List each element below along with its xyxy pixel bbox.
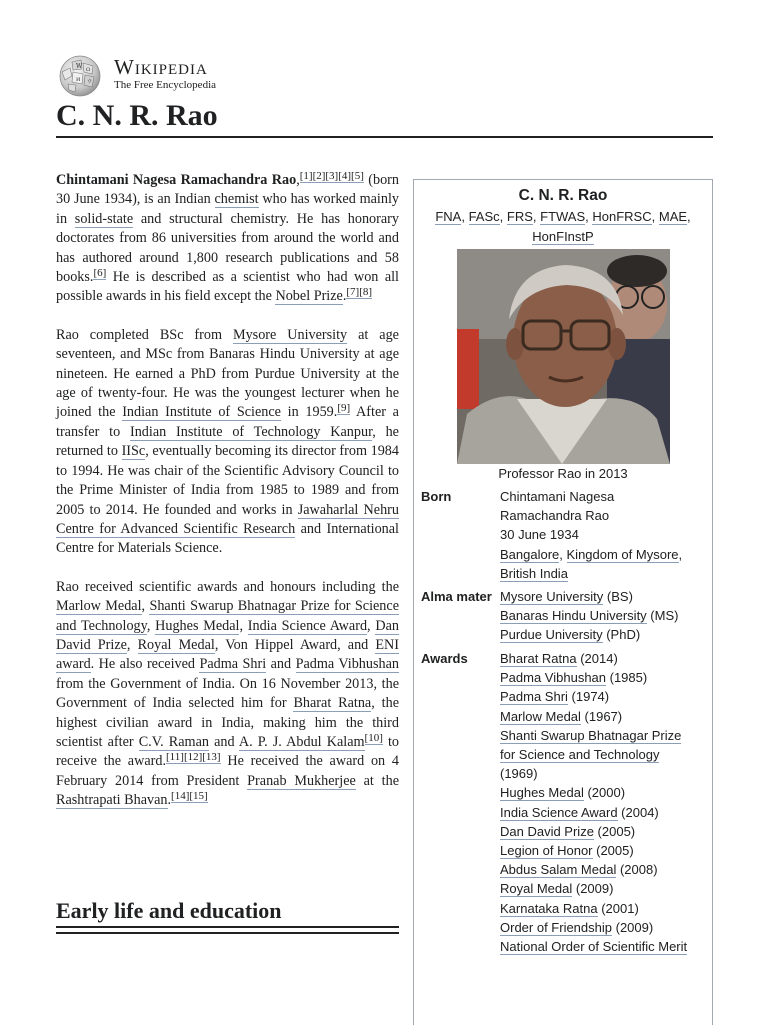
citation-link[interactable]: [13] xyxy=(202,751,221,764)
citation-link[interactable]: [2] xyxy=(312,170,326,182)
link-rashtrapati-bhavan[interactable]: Rashtrapati Bhavan xyxy=(56,792,168,809)
citation-link[interactable]: [4] xyxy=(338,170,352,182)
link-padma-vibhushan[interactable]: Padma Vibhushan xyxy=(295,656,399,673)
svg-text:ウ: ウ xyxy=(87,79,93,85)
infobox-value-line: Order of Friendship (2009) xyxy=(500,919,654,935)
infobox-value-line: Padma Shri (1974) xyxy=(500,689,610,705)
citation-link[interactable]: [7] xyxy=(346,286,360,299)
link-british-india[interactable]: British India xyxy=(500,565,568,581)
article-body xyxy=(56,171,399,811)
link-india-science-award[interactable]: India Science Award xyxy=(247,617,368,634)
link-padma-shri[interactable]: Padma Shri xyxy=(500,689,568,705)
infobox-value-line: Purdue University (PhD) xyxy=(500,627,641,643)
infobox-value-line: Abdus Salam Medal (2008) xyxy=(500,862,658,878)
citation-group xyxy=(300,170,364,183)
infobox-value-line: Ramachandra Rao xyxy=(500,508,610,524)
link-for-science-and-technology[interactable]: for Science and Technology xyxy=(500,747,660,763)
section-divider xyxy=(56,926,399,934)
citation-link[interactable]: [1] xyxy=(299,170,313,182)
link-bangalore[interactable]: Bangalore xyxy=(500,546,560,562)
infobox-value-line xyxy=(500,745,706,764)
infobox-value-line: Legion of Honor (2005) xyxy=(500,843,634,859)
bold-subject-name: Chintamani Nagesa Ramachandra Rao xyxy=(56,172,297,188)
link-dan-david-prize[interactable]: Dan David Prize xyxy=(56,617,399,653)
infobox-post-nominals: FNA, FASc, FRS, FTWAS, HonFRSC, MAE, HonFInstP xyxy=(435,209,691,244)
citation-link[interactable]: [8] xyxy=(359,286,373,299)
post-nominal-fasc[interactable]: FASc xyxy=(468,209,500,224)
infobox-value-line: Dan David Prize (2005) xyxy=(500,823,636,839)
infobox-value-line: Bangalore, Kingdom of Mysore, xyxy=(500,546,683,562)
citation-group xyxy=(346,286,372,299)
link-purdue-university[interactable]: Purdue University xyxy=(500,627,603,643)
post-nominal-ftwas[interactable]: FTWAS xyxy=(540,209,586,224)
infobox-title: C. N. R. Rao xyxy=(518,187,608,204)
svg-text:W: W xyxy=(76,63,83,70)
paragraph-education-career: Rao completed BSc from Mysore University at age seventeen, and MSc from Banaras Hindu University at age nineteen. He earned a PhD from Purdue University at the age of twenty-four. He was the youngest lecturer when he joined the Indian Institute of Science in 1959.[9] After a transfer to Indian Institute of Technology Kanpur, he returned to IISc, eventually becoming its director from 1984 to 1994. He was chair of the Scientific Advisory Council to the Prime Minister of India from 1985 to 1989 and from 2005 to 2014. He founded and works in Jawaharlal Nehru Centre for Advanced Scientific Research and International Centre for Materials Science. xyxy=(56,326,399,557)
link-royal-medal[interactable]: Royal Medal xyxy=(500,881,573,897)
link-hughes-medal[interactable]: Hughes Medal xyxy=(155,617,240,634)
infobox-label-born: Born xyxy=(421,489,452,504)
infobox-value-line: Mysore University (BS) xyxy=(500,589,633,604)
citation-group xyxy=(93,267,106,280)
infobox-value-born xyxy=(500,487,706,583)
link-jawaharlal-nehru-centre-for-advanced-scientific-research[interactable]: Jawaharlal Nehru Centre for Advanced Scientific Research xyxy=(56,501,399,537)
link-indian-institute-of-science[interactable]: Indian Institute of Science xyxy=(122,404,281,421)
site-name: Wikipedia xyxy=(114,55,208,79)
page-title: C. N. R. Rao xyxy=(56,99,218,132)
infobox-value-alma-mater xyxy=(500,587,706,645)
infobox-value-line: Chintamani Nagesa xyxy=(500,489,615,504)
svg-text:Ω: Ω xyxy=(86,67,91,73)
infobox-value-awards xyxy=(500,649,706,956)
infobox-portrait-image[interactable] xyxy=(457,249,670,464)
link-dan-david-prize[interactable]: Dan David Prize xyxy=(500,823,594,839)
link-karnataka-ratna[interactable]: Karnataka Ratna xyxy=(500,900,598,916)
infobox-value-line: Hughes Medal (2000) xyxy=(500,785,626,801)
citation-group xyxy=(337,402,350,415)
citation-link[interactable]: [6] xyxy=(93,267,107,280)
paragraph-awards: Rao received scientific awards and honours including the Marlow Medal, Shanti Swarup Bhatnagar Prize for Science and Technology, Hughes Medal, India Science Award, Dan David Prize, Royal Medal, Von Hippel Award, and ENI award. He also received Padma Shri and Padma Vibhushan from the Government of India. On 16 November 2013, the Government of India selected him for Bharat Ratna, the highest civilian award in India, making him the third scientist after C.V. Raman and A. P. J. Abdul Kalam[10] to receive the award.[11][12][13] He received the award on 4 February 2014 from President Pranab Mukherjee at the Rashtrapati Bhavan.[14][15] xyxy=(56,578,399,809)
post-nominal-honfinstp[interactable]: HonFInstP xyxy=(532,228,594,244)
link-abdus-salam-medal[interactable]: Abdus Salam Medal xyxy=(500,862,617,878)
paragraph-lead: Chintamani Nagesa Ramachandra Rao,[1][2][3][4][5] (born 30 June 1934), is an Indian chemist who has worked mainly in solid-state and structural chemistry. He has honorary doctorates from 86 universities from around the world and has authored around 1,800 research publications and 58 books.[6] He is described as a scientist who had won all possible awards in his field except the Nobel Prize.[7][8] xyxy=(56,170,399,305)
citation-link[interactable]: [10] xyxy=(364,731,383,744)
title-divider xyxy=(56,136,713,138)
citation-link[interactable]: [5] xyxy=(351,170,364,182)
link-chemist[interactable]: chemist xyxy=(214,191,259,208)
link-royal-medal[interactable]: Royal Medal xyxy=(137,636,215,653)
infobox-value-line: India Science Award (2004) xyxy=(500,804,659,820)
infobox-label-alma-mater: Alma mater xyxy=(421,589,492,604)
citation-link[interactable]: [3] xyxy=(325,170,339,182)
link-nobel-prize[interactable]: Nobel Prize xyxy=(275,288,343,305)
link-padma-shri[interactable]: Padma Shri xyxy=(199,656,267,673)
infobox-value-line: Banaras Hindu University (MS) xyxy=(500,608,679,624)
infobox-value-line: Bharat Ratna (2014) xyxy=(500,651,618,666)
link-mysore-university[interactable]: Mysore University xyxy=(232,326,348,343)
link-marlow-medal[interactable]: Marlow Medal xyxy=(500,708,581,724)
citation-group xyxy=(365,732,383,745)
post-nominal-mae[interactable]: MAE xyxy=(658,209,688,224)
portrait-photo xyxy=(457,249,670,464)
citation-link[interactable]: [9] xyxy=(337,402,351,415)
infobox-label-awards: Awards xyxy=(421,651,468,666)
link-eni-award[interactable]: ENI award xyxy=(56,636,399,673)
post-nominal-honfrsc[interactable]: HonFRSC xyxy=(592,209,652,224)
svg-text:И: И xyxy=(76,77,81,83)
link-indian-institute-of-technology-kanpur[interactable]: Indian Institute of Technology Kanpur xyxy=(129,423,373,440)
post-nominal-frs[interactable]: FRS xyxy=(506,209,533,224)
site-tagline: The Free Encyclopedia xyxy=(114,79,217,91)
link-india-science-award[interactable]: India Science Award xyxy=(500,804,618,820)
citation-group xyxy=(166,751,221,764)
link-order-of-friendship[interactable]: Order of Friendship xyxy=(500,919,612,935)
site-wordmark[interactable] xyxy=(114,56,216,92)
post-nominal-fna[interactable]: FNA xyxy=(435,209,462,224)
link-a-p-j-abdul-kalam[interactable]: A. P. J. Abdul Kalam xyxy=(238,733,365,750)
infobox-image-caption: Professor Rao in 2013 xyxy=(498,466,628,481)
link-solid-state[interactable]: solid-state xyxy=(74,210,134,227)
citation-link[interactable]: [12] xyxy=(183,751,203,764)
infobox-value-line: Royal Medal (2009) xyxy=(500,881,614,897)
link-padma-vibhushan[interactable]: Padma Vibhushan xyxy=(500,670,607,686)
citation-link[interactable]: [15] xyxy=(189,790,208,803)
link-marlow-medal[interactable]: Marlow Medal xyxy=(56,598,142,615)
section-heading: Early life and education xyxy=(56,898,282,923)
infobox-value-line xyxy=(500,726,706,745)
link-iisc[interactable]: IISc xyxy=(121,443,146,460)
infobox-value-line: Padma Vibhushan (1985) xyxy=(500,670,648,686)
infobox xyxy=(413,179,713,1025)
link-legion-of-honor[interactable]: Legion of Honor xyxy=(500,843,593,859)
link-national-order-of-scientific-merit[interactable]: National Order of Scientific Merit xyxy=(500,939,688,955)
citation-link[interactable]: [11] xyxy=(166,751,184,764)
wikipedia-globe-logo[interactable] xyxy=(56,54,104,98)
link-mysore-university[interactable]: Mysore University xyxy=(500,589,604,604)
link-shanti-swarup-bhatnagar-prize-for-science-and-technology[interactable]: Shanti Swarup Bhatnagar Prize for Science and Technology xyxy=(56,598,399,634)
infobox-value-line: Marlow Medal (1967) xyxy=(500,708,623,724)
link-bharat-ratna[interactable]: Bharat Ratna xyxy=(293,695,372,712)
infobox-value-line xyxy=(500,937,706,956)
infobox-value-line xyxy=(500,564,706,583)
link-banaras-hindu-university[interactable]: Banaras Hindu University xyxy=(500,608,647,624)
infobox-value-line: (1969) xyxy=(500,766,538,782)
link-hughes-medal[interactable]: Hughes Medal xyxy=(500,785,584,801)
link-c-v-raman[interactable]: C.V. Raman xyxy=(138,733,209,750)
link-pranab-mukherjee[interactable]: Pranab Mukherjee xyxy=(247,772,356,789)
citation-group xyxy=(171,790,208,803)
link-shanti-swarup-bhatnagar-prize[interactable]: Shanti Swarup Bhatnagar Prize xyxy=(500,727,682,743)
citation-link[interactable]: [14] xyxy=(171,790,190,803)
link-bharat-ratna[interactable]: Bharat Ratna xyxy=(500,651,577,666)
infobox-value-line: Karnataka Ratna (2001) xyxy=(500,900,639,916)
infobox-value-line: 30 June 1934 xyxy=(500,527,579,543)
link-kingdom-of-mysore[interactable]: Kingdom of Mysore xyxy=(566,546,679,562)
